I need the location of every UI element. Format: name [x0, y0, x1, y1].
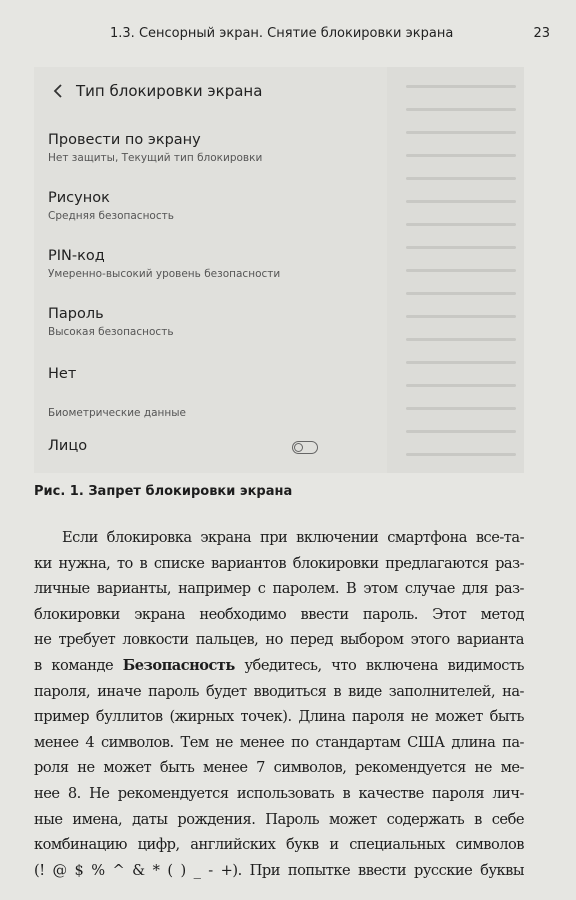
- text-line: (! @ $ % ^ & * ( ) _ - +). При попытке ввести русские буквы: [34, 861, 524, 879]
- option-label: PIN-код: [48, 248, 105, 264]
- option-description: Высокая безопасность: [48, 326, 174, 338]
- text-line: нее 8. Не рекомендуется использовать в качестве пароля лич-: [34, 784, 524, 802]
- toggle-knob: [294, 443, 303, 452]
- text-line: Если блокировка экрана при включении смартфона все-та-: [62, 529, 524, 546]
- text-fragment: в команде: [34, 656, 123, 674]
- back-arrow-icon[interactable]: [48, 81, 68, 101]
- option-face[interactable]: [48, 437, 378, 456]
- option-password[interactable]: [48, 305, 378, 340]
- text-line: ные имена, даты рождения. Пароль может содержать в себе: [34, 810, 524, 828]
- face-toggle[interactable]: [292, 441, 318, 454]
- option-label: Пароль: [48, 306, 104, 322]
- option-swipe[interactable]: [48, 131, 378, 166]
- text-line: личные варианты, например с паролем. В этом случае для раз-: [34, 580, 524, 598]
- text-line: роля не может быть менее 7 символов, рекомендуется не ме-: [34, 759, 524, 777]
- figure-caption: Рис. 1. Запрет блокировки экрана: [34, 484, 293, 499]
- screen-topbar: [34, 67, 387, 115]
- option-label: Нет: [48, 366, 77, 382]
- background-page-text: [406, 85, 516, 473]
- biometrics-section-label: Биометрические данные: [48, 407, 187, 419]
- screen-title: Тип блокировки экрана: [76, 82, 263, 100]
- bold-term: Безопасность: [122, 656, 235, 674]
- text-line-with-term: [34, 653, 524, 679]
- text-line: комбинацию цифр, английских букв и специальных символов: [34, 836, 524, 854]
- text-line: ки нужна, то в списке вариантов блокировки предлагаются раз-: [34, 554, 524, 572]
- option-label: Провести по экрану: [48, 132, 201, 148]
- lock-type-panel: [34, 67, 387, 473]
- option-pattern[interactable]: [48, 189, 378, 224]
- text-fragment: убедитесь, что включена видимость: [234, 656, 524, 674]
- option-description: Средняя безопасность: [48, 210, 174, 222]
- text-line: менее 4 символов. Тем не менее по стандартам США длина па-: [34, 733, 524, 751]
- text-line: не требует ловкости пальцев, но перед выбором этого варианта: [34, 631, 524, 649]
- text-line: пример буллитов (жирных точек). Длина пароля не может быть: [34, 708, 524, 726]
- option-pin[interactable]: [48, 247, 378, 282]
- text-line: блокировки экрана необходимо ввести пароль. Этот метод: [34, 605, 524, 623]
- option-description: Умеренно-высокий уровень безопасности: [48, 268, 281, 280]
- option-none[interactable]: [48, 365, 378, 384]
- body-paragraph: [34, 525, 524, 883]
- option-label: Рисунок: [48, 190, 110, 206]
- option-description: Нет защиты, Текущий тип блокировки: [48, 152, 263, 164]
- phone-screenshot: [34, 67, 524, 473]
- running-title: 1.3. Сенсорный экран. Снятие блокировки экрана: [110, 26, 454, 41]
- text-line: пароля, иначе пароль будет вводиться в виде заполнителей, на-: [34, 682, 524, 700]
- page-number: 23: [533, 26, 550, 41]
- option-label: Лицо: [48, 438, 88, 454]
